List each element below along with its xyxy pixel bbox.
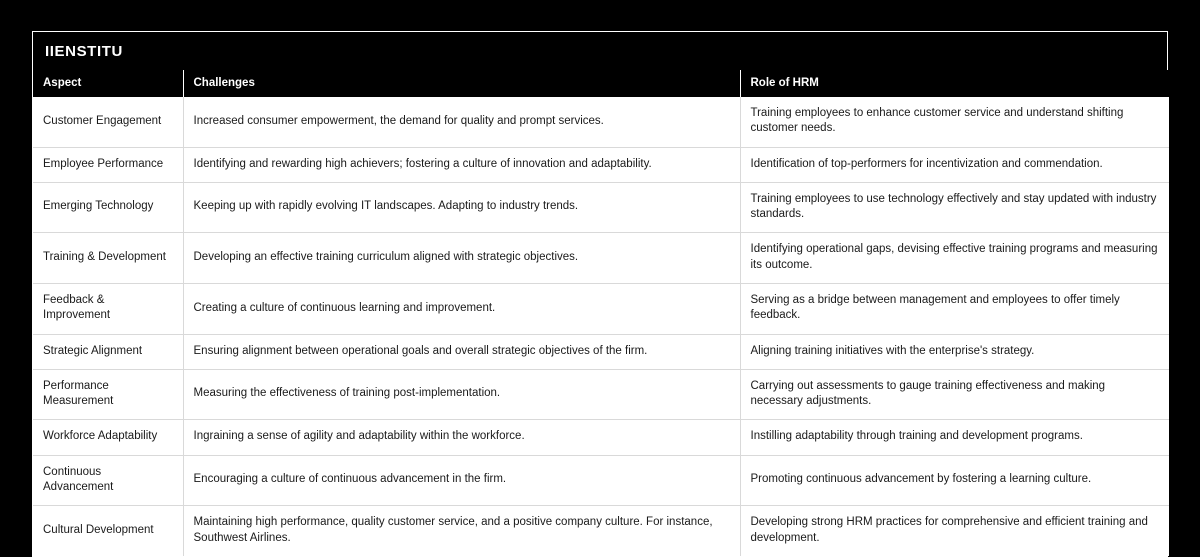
cell-role-of-hrm: Instilling adaptability through training and development programs. (740, 420, 1169, 455)
cell-aspect: Continuous Advancement (33, 455, 183, 506)
table-row (33, 334, 1169, 369)
cell-aspect: Emerging Technology (33, 182, 183, 233)
brand-title: IIENSTITU (45, 42, 123, 60)
cell-challenges: Maintaining high performance, quality customer service, and a positive company culture. For instance, Southwest Airlines. (183, 506, 740, 556)
cell-aspect: Workforce Adaptability (33, 420, 183, 455)
table-row (33, 97, 1169, 147)
table-row (33, 283, 1169, 334)
cell-aspect: Cultural Development (33, 506, 183, 556)
cell-challenges: Identifying and rewarding high achievers; fostering a culture of innovation and adaptability. (183, 147, 740, 182)
cell-aspect: Employee Performance (33, 147, 183, 182)
table-header (33, 70, 1169, 97)
table-row (33, 420, 1169, 455)
cell-role-of-hrm: Identifying operational gaps, devising effective training programs and measuring its outcome. (740, 233, 1169, 284)
cell-role-of-hrm: Serving as a bridge between management and employees to offer timely feedback. (740, 283, 1169, 334)
cell-role-of-hrm: Carrying out assessments to gauge training effectiveness and making necessary adjustments. (740, 369, 1169, 420)
cell-challenges: Keeping up with rapidly evolving IT landscapes. Adapting to industry trends. (183, 182, 740, 233)
hrm-challenges-table-container (32, 31, 1168, 557)
table-row (33, 182, 1169, 233)
cell-role-of-hrm: Aligning training initiatives with the enterprise's strategy. (740, 334, 1169, 369)
table-row (33, 147, 1169, 182)
table-header-row (33, 70, 1169, 97)
cell-role-of-hrm: Developing strong HRM practices for comprehensive and efficient training and development. (750, 516, 1148, 544)
brand-header (33, 32, 1167, 70)
cell-aspect: Customer Engagement (33, 97, 183, 147)
table-body (33, 97, 1169, 556)
column-header-aspect: Aspect (33, 70, 183, 97)
cell-aspect: Strategic Alignment (33, 334, 183, 369)
cell-challenges: Developing an effective training curriculum aligned with strategic objectives. (183, 233, 740, 284)
cell-challenges: Creating a culture of continuous learning and improvement. (183, 283, 740, 334)
cell-aspect: Performance Measurement (33, 369, 183, 420)
table-row (33, 455, 1169, 506)
hrm-challenges-table (33, 70, 1169, 556)
table-row (33, 233, 1169, 284)
cell-challenges: Ingraining a sense of agility and adaptability within the workforce. (183, 420, 740, 455)
cell-challenges: Encouraging a culture of continuous advancement in the firm. (183, 455, 740, 506)
cell-role-of-hrm: Training employees to enhance customer service and understand shifting customer needs. (740, 97, 1169, 147)
cell-role-of-hrm: Identification of top-performers for incentivization and commendation. (740, 147, 1169, 182)
cell-role-of-hrm: Training employees to use technology effectively and stay updated with industry standards. (740, 182, 1169, 233)
cell-challenges: Measuring the effectiveness of training post-implementation. (183, 369, 740, 420)
cell-aspect: Feedback & Improvement (33, 283, 183, 334)
cell-challenges: Ensuring alignment between operational goals and overall strategic objectives of the firm. (183, 334, 740, 369)
column-header-role-of-hrm: Role of HRM (740, 70, 1169, 97)
cell-role-of-hrm: Promoting continuous advancement by fostering a learning culture. (740, 455, 1169, 506)
table-row (33, 506, 1169, 556)
cell-aspect: Training & Development (33, 233, 183, 284)
cell-challenges: Increased consumer empowerment, the demand for quality and prompt services. (183, 97, 740, 147)
table-row (33, 369, 1169, 420)
column-header-challenges: Challenges (183, 70, 740, 97)
